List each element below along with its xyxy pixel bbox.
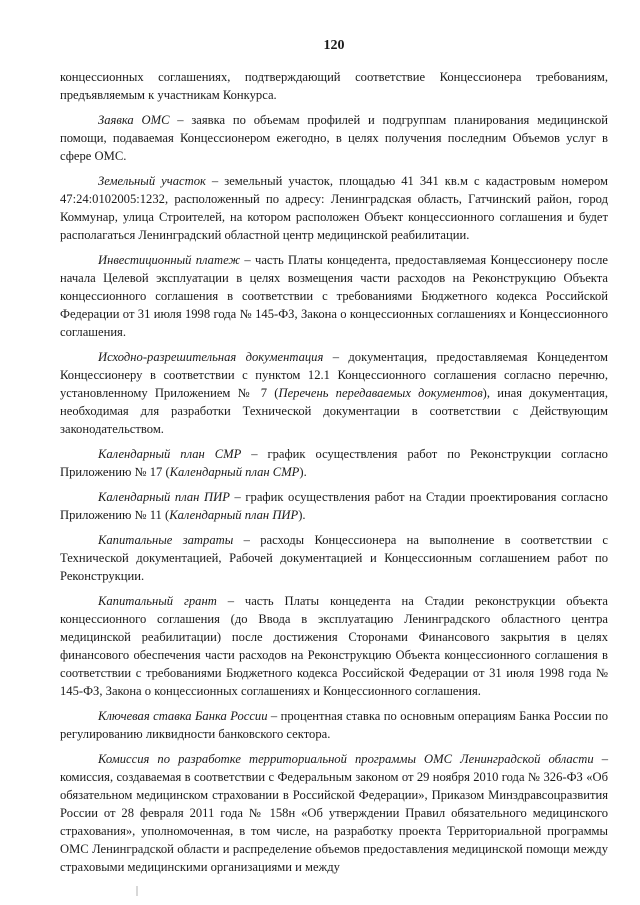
definition-text: – график осуществления работ по Реконструкции согласно Приложению № 17 ( — [60, 447, 608, 479]
definition-kalendarny-plan-pir — [60, 488, 608, 524]
definition-klyuchevaya-stavka — [60, 707, 608, 743]
definition-text: – документация, предоставляемая Концедентом Концессионеру в соответствии с пунктом 12.1 Концессионного соглашения согласно перечню, установленному Приложением № 7 ( — [60, 350, 608, 400]
definition-text: – процентная ставка по основным операциям Банка России по регулированию ликвидности банковского сектора. — [60, 709, 608, 741]
definition-text: ), иная документация, необходимая для разработки Технической документации в соответствии с Действующим законодательством. — [60, 386, 608, 436]
definition-term: Инвестиционный платеж — [98, 253, 241, 267]
definition-zemelny-uchastok — [60, 172, 608, 244]
definition-term: Капитальный грант — [98, 594, 217, 608]
definition-zayavka-oms — [60, 111, 608, 165]
definition-reference: Календарный план ПИР — [169, 508, 299, 522]
definition-term: Календарный план СМР — [98, 447, 242, 461]
definition-komissiya — [60, 750, 608, 876]
definition-term: Ключевая ставка Банка России — [98, 709, 268, 723]
definition-term: Земельный участок — [98, 174, 206, 188]
paragraph-continuation — [60, 68, 608, 104]
definition-text: – часть Платы концедента, предоставляемая Концессионеру после начала Целевой эксплуатации в целях возмещения части расходов на Реконструкцию Объекта концессионного соглашения в соответствии с требованиями Бюджетного кодекса Российской Федерации от 31 июля 1998 года № 145-ФЗ, Закона о концессионных соглашениях и Концессионного соглашения. — [60, 253, 608, 339]
definition-text: – расходы Концессионера на выполнение в соответствии с Технической документацией, Рабочей документацией и Концессионным соглашением работ по Реконструкции. — [60, 533, 608, 583]
definition-term: Комиссия по разработке территориальной программы ОМС Ленинградской области — [98, 752, 594, 766]
definition-term: Капитальные затраты — [98, 533, 234, 547]
definition-text: – заявка по объемам профилей и подгруппам планирования медицинской помощи, подаваемая Концессионером ежегодно, в целях получения последним Объемов услуг в сфере ОМС. — [60, 113, 608, 163]
definition-term: Заявка ОМС — [98, 113, 170, 127]
definition-kapitalny-grant — [60, 592, 608, 700]
definition-text: – комиссия, создаваемая в соответствии с Федеральным законом от 29 ноября 2010 года № 326-ФЗ «Об обязательном медицинском страховании в Российской Федерации», Приказом Минздравсоцразвития России от 28 февраля 2011 года № 158н «Об утверждении Правил обязательного медицинского страхования», уполномоченная, в том числе, на разработку проекта Территориальной программы ОМС Ленинградской области и распределение объемов предоставления медицинской помощи между страховыми медицинскими организациями и между — [60, 752, 608, 874]
scan-artifact-mark — [136, 886, 138, 896]
definition-kapitalnye-zatraty — [60, 531, 608, 585]
definition-text: – земельный участок, площадью 41 341 кв.м с кадастровым номером 47:24:0102005:1232, расположенный по адресу: Ленинградская область, Гатчинский район, город Коммунар, улица Строителей, на котором расположен Объект концессионного соглашения и будет располагаться Ленинградский областной центр медицинской реабилитации. — [60, 174, 608, 242]
definition-investicionny-platezh — [60, 251, 608, 341]
definition-text: ). — [298, 508, 306, 522]
definition-reference: Календарный план СМР — [169, 465, 300, 479]
definition-reference: Перечень передаваемых документов — [278, 386, 483, 400]
definition-ishodno-razreshitelnaya — [60, 348, 608, 438]
paragraph-text: концессионных соглашениях, подтверждающий соответствие Концессионера требованиям, предъявляемым к участникам Конкурса. — [60, 70, 608, 102]
page-number: 120 — [323, 38, 345, 53]
definition-text: ). — [299, 465, 307, 479]
definition-kalendarny-plan-smr — [60, 445, 608, 481]
definition-text: – часть Платы концедента на Стадии реконструкции объекта концессионного соглашения (до Ввода в эксплуатацию Ленинградского областного центра медицинской реабилитации) после достижения Сторонами Финансового закрытия в целях финансового обеспечения части расходов на Реконструкцию Объекта концессионного соглашения в соответствии с требованиями Бюджетного кодекса Российской Федерации от 31 июля 1998 года № 145-ФЗ, Закона о концессионных соглашениях и Концессионного соглашения. — [60, 594, 608, 698]
document-page — [60, 38, 608, 883]
definition-term: Исходно-разрешительная документация — [98, 350, 324, 364]
definition-term: Календарный план ПИР — [98, 490, 230, 504]
definition-text: – график осуществления работ на Стадии проектирования согласно Приложению № 11 ( — [60, 490, 608, 522]
